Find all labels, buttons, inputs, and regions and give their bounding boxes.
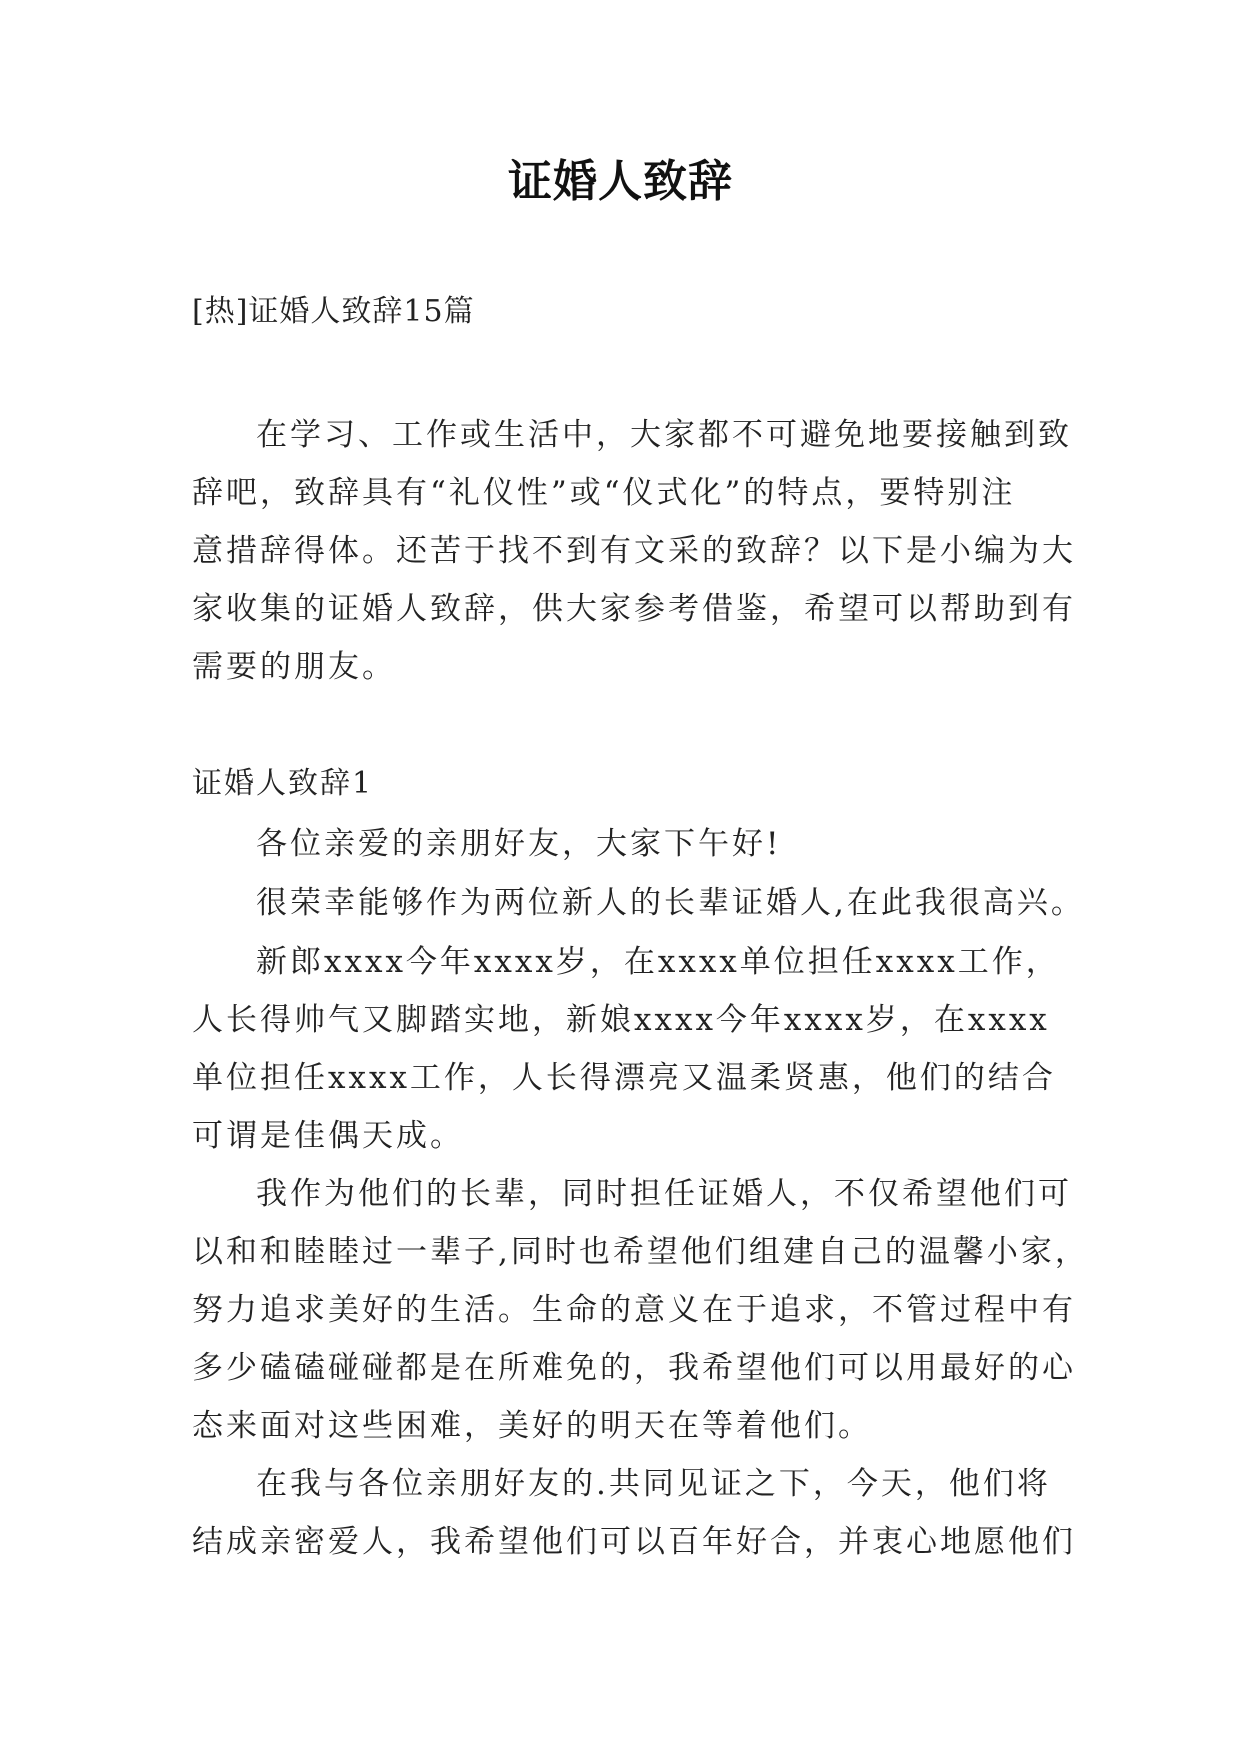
paragraph-line: 人长得帅气又脚踏实地，新娘xxxx今年xxxx岁，在xxxx [192, 1002, 1050, 1038]
speech-paragraph-witness [192, 1455, 1076, 1571]
speech-paragraph-wishes [192, 1165, 1089, 1455]
paragraph-line: 多少磕磕碰碰都是在所难免的，我希望他们可以用最好的心 [192, 1350, 1076, 1386]
paragraph-line: 在我与各位亲朋好友的.共同见证之下，今天，他们将 [256, 1466, 1051, 1502]
paragraph-line: 新郎xxxx今年xxxx岁，在xxxx单位担任xxxx工作， [256, 944, 1060, 980]
paragraph-line: 态来面对这些困难，美好的明天在等着他们。 [192, 1408, 872, 1444]
intro-line: 意措辞得体。还苦于找不到有文采的致辞？以下是小编为大 [192, 533, 1076, 569]
intro-line: 辞吧，致辞具有“礼仪性”或“仪式化”的特点，要特别注 [192, 475, 1016, 511]
paragraph-line: 可谓是佳偶天成。 [192, 1118, 464, 1154]
speech-paragraph-honor [192, 874, 1085, 932]
paragraph-line: 我作为他们的长辈，同时担任证婚人，不仅希望他们可 [256, 1176, 1072, 1212]
document-subtitle: [热]证婚人致辞15篇 [192, 294, 475, 329]
intro-line: 需要的朋友。 [192, 649, 396, 685]
intro-line: 在学习、工作或生活中，大家都不可避免地要接触到致 [256, 417, 1072, 453]
intro-line: 家收集的证婚人致辞，供大家参考借鉴，希望可以帮助到有 [192, 591, 1076, 627]
paragraph-line: 很荣幸能够作为两位新人的长辈证婚人,在此我很高兴。 [256, 885, 1085, 921]
paragraph-line: 努力追求美好的生活。生命的意义在于追求，不管过程中有 [192, 1292, 1076, 1328]
speech-paragraph-couple [192, 933, 1060, 1165]
section-heading: 证婚人致辞1 [192, 766, 374, 801]
paragraph-line: 单位担任xxxx工作，人长得漂亮又温柔贤惠，他们的结合 [192, 1060, 1056, 1096]
paragraph-line: 结成亲密爱人，我希望他们可以百年好合，并衷心地愿他们 [192, 1524, 1076, 1560]
intro-paragraph [192, 406, 1076, 696]
paragraph-line: 以和和睦睦过一辈子,同时也希望他们组建自己的温馨小家， [192, 1234, 1089, 1270]
document-title: 证婚人致辞 [508, 156, 733, 207]
speech-paragraph-greeting [192, 815, 1052, 873]
paragraph-line: 各位亲爱的亲朋好友，大家下午好! [256, 826, 782, 862]
